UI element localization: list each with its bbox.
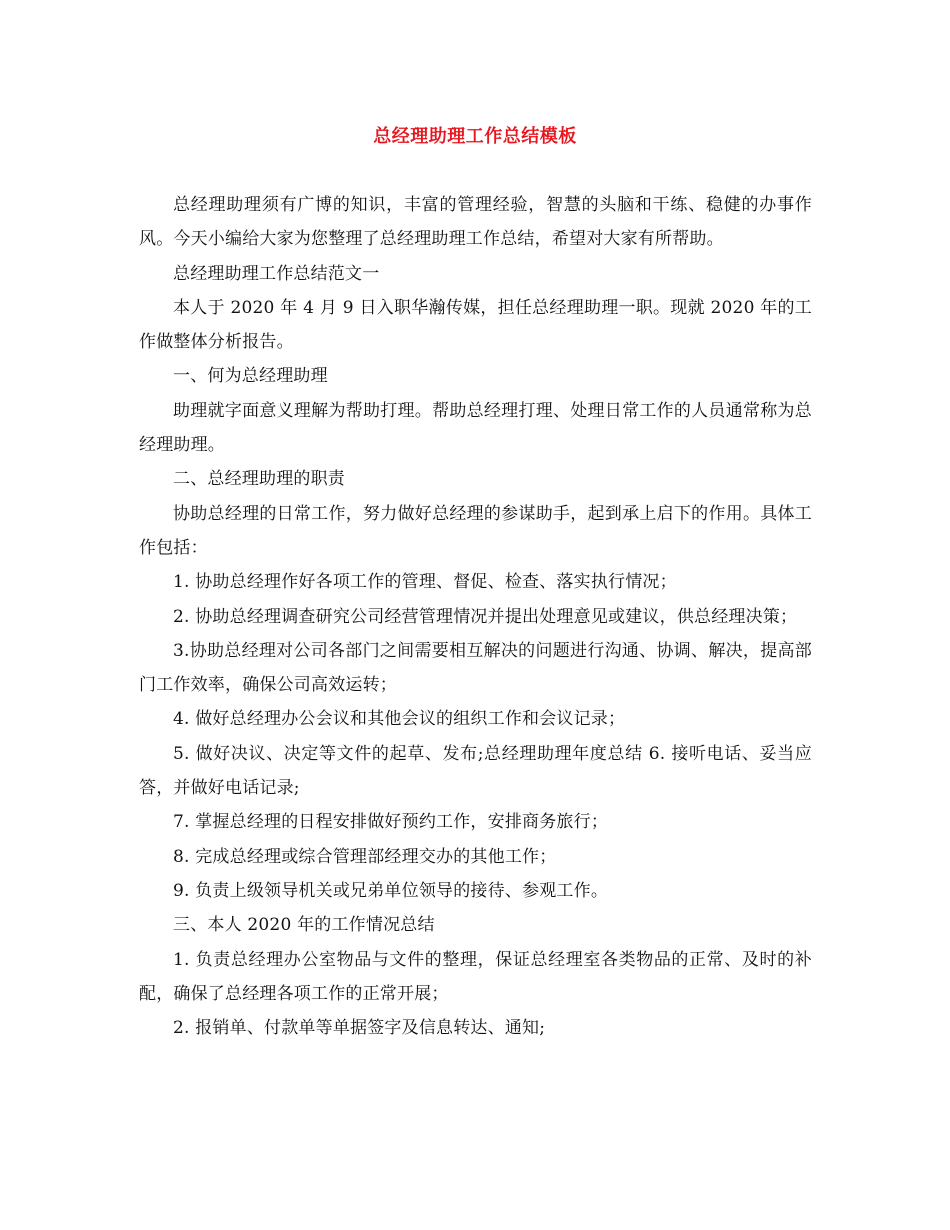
paragraph-overview: 本人于 2020 年 4 月 9 日入职华瀚传媒，担任总经理助理一职。现就 2020 年的工作做整体分析报告。 xyxy=(139,297,812,353)
list-item-duty-1: 1. 协助总经理作好各项工作的管理、督促、检查、落实执行情况； xyxy=(173,572,677,593)
section-heading-3: 三、本人 2020 年的工作情况总结 xyxy=(173,915,435,936)
section-heading-2: 二、总经理助理的职责 xyxy=(173,469,345,490)
document-body xyxy=(139,188,812,1045)
paragraph-duties-intro: 协助总经理的日常工作，努力做好总经理的参谋助手，起到承上启下的作用。具体工作包括： xyxy=(139,503,812,558)
list-item-duty-7: 7. 掌握总经理的日程安排做好预约工作，安排商务旅行； xyxy=(173,812,609,833)
list-item-duty-4: 4. 做好总经理办公会议和其他会议的组织工作和会议记录； xyxy=(173,709,626,730)
list-item-duty-2: 2. 协助总经理调查研究公司经营管理情况并提出处理意见或建议，供总经理决策； xyxy=(173,606,798,627)
list-item-duty-3: 3.协助总经理对公司各部门之间需要相互解决的问题进行沟通、协调、解决，提高部门工作效率，确保公司高效运转； xyxy=(139,640,812,696)
list-item-duty-8: 8. 完成总经理或综合管理部经理交办的其他工作； xyxy=(173,846,557,867)
document-title: 总经理助理工作总结模板 xyxy=(373,126,577,147)
list-item-duty-9: 9. 负责上级领导机关或兄弟单位领导的接待、参观工作。 xyxy=(173,880,609,901)
paragraph-sample-heading: 总经理助理工作总结范文一 xyxy=(173,263,380,284)
paragraph-intro: 总经理助理须有广博的知识，丰富的管理经验，智慧的头脑和干练、稳健的办事作风。今天小编给大家为您整理了总经理助理工作总结，希望对大家有所帮助。 xyxy=(139,195,812,250)
list-item-summary-1: 1. 负责总经理办公室物品与文件的整理，保证总经理室各类物品的正常、及时的补配，确保了总经理各项工作的正常开展； xyxy=(139,949,812,1004)
section-heading-1: 一、何为总经理助理 xyxy=(173,366,328,387)
list-item-summary-2: 2. 报销单、付款单等单据签字及信息转达、通知; xyxy=(173,1018,546,1039)
paragraph-definition: 助理就字面意义理解为帮助打理。帮助总经理打理、处理日常工作的人员通常称为总经理助理。 xyxy=(139,400,812,456)
list-item-duty-5: 5. 做好决议、决定等文件的起草、发布;总经理助理年度总结 6. 接听电话、妥当应答，并做好电话记录; xyxy=(139,743,812,799)
